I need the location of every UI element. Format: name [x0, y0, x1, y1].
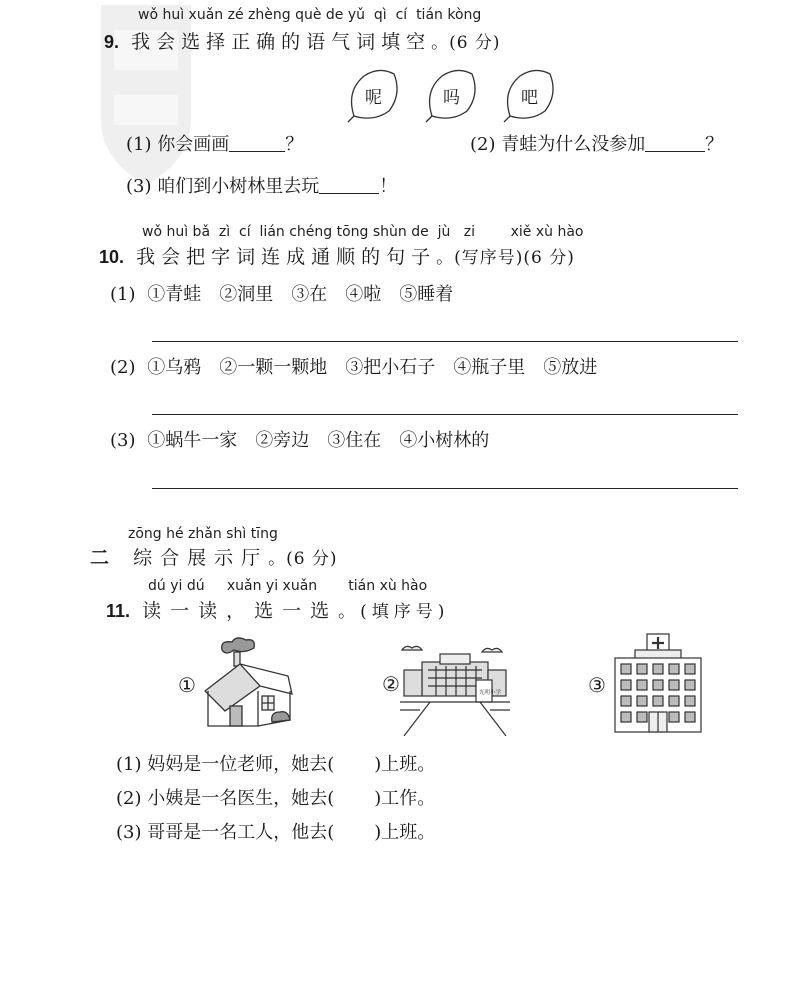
section2-mark: 二	[90, 547, 116, 569]
q11-title: 读一读，选一选	[142, 600, 339, 622]
q9-pinyin: wǒ huì xuǎn zé zhèng què de yǔ qì cí tián kòng	[138, 7, 482, 23]
q10-item-2	[110, 353, 597, 379]
house-icon	[200, 636, 300, 732]
picture-label-1: ①	[178, 673, 196, 697]
q9-title: 我会选择正确的语气词填空	[131, 31, 432, 53]
item-label: (3)	[126, 176, 152, 197]
q10-pinyin: wǒ huì bǎ zì cí lián chéng tōng shùn de jù zi xiě xù hào	[142, 224, 584, 240]
item-label: (2)	[110, 357, 136, 378]
item-text: 哥哥是一名工人，他去(	[147, 822, 335, 843]
answer-blank[interactable]	[229, 133, 285, 152]
leaf-word-1: 呢	[365, 88, 382, 108]
school-icon	[400, 640, 510, 736]
item-end: ？	[285, 134, 304, 155]
section2-score: 。(6 分)	[268, 549, 338, 569]
q10-score: 。(写序号)(6 分)	[436, 248, 575, 268]
item-end: ？	[705, 134, 724, 155]
q9-item-1	[126, 130, 303, 156]
q11-score: 。(填序号)	[338, 602, 450, 622]
q11-item-3	[116, 818, 435, 844]
item-end: )工作。	[374, 788, 436, 809]
item-label: (1)	[116, 754, 142, 775]
q10-item-1	[110, 280, 453, 306]
item-text: 你会画画	[157, 134, 230, 155]
item-label: (2)	[116, 788, 142, 809]
school-sign: 光明小学	[479, 690, 502, 696]
q9-item-2	[470, 130, 723, 156]
q10-item-3	[110, 426, 489, 452]
item-text: 青蛙为什么没参加	[501, 134, 646, 155]
q10-number: 10.	[99, 247, 125, 267]
picture-label-3: ③	[588, 673, 606, 697]
answer-blank[interactable]	[645, 133, 705, 152]
q11-item-2	[116, 784, 435, 810]
answer-blank[interactable]	[319, 175, 379, 194]
item-label: (3)	[116, 822, 142, 843]
q10-answer-line-1[interactable]	[152, 341, 738, 342]
item-label: (3)	[110, 430, 136, 451]
q11-heading	[106, 596, 449, 623]
q11-number: 11.	[106, 601, 131, 621]
q10-title: 我会把字词连成通顺的句子	[136, 246, 437, 268]
item-words: ①青蛙 ②洞里 ③在 ④啦 ⑤睡着	[147, 284, 454, 305]
q9-score: 。(6 分)	[431, 33, 501, 53]
q9-number: 9.	[104, 32, 120, 52]
q9-leaf-options	[344, 66, 574, 124]
hospital-icon	[611, 632, 705, 734]
item-text: 咱们到小树林里去玩	[157, 176, 320, 197]
item-label: (2)	[470, 134, 496, 155]
q10-answer-line-3[interactable]	[152, 488, 738, 489]
item-label: (1)	[126, 134, 152, 155]
item-words: ①蜗牛一家 ②旁边 ③住在 ④小树林的	[147, 430, 490, 451]
q11-pinyin: dú yi dú xuǎn yi xuǎn tián xù hào	[148, 578, 428, 594]
q9-heading	[104, 27, 501, 54]
item-end: ！	[379, 176, 398, 197]
leaf-word-3: 吧	[521, 88, 538, 108]
leaf-word-2: 吗	[443, 88, 460, 108]
picture-label-2: ②	[382, 672, 400, 696]
q10-heading	[99, 242, 575, 269]
item-end: )上班。	[374, 822, 436, 843]
q9-item-3	[126, 172, 397, 198]
q10-answer-line-2[interactable]	[152, 414, 738, 415]
q11-item-1	[116, 750, 435, 776]
item-end: )上班。	[374, 754, 436, 775]
item-label: (1)	[110, 284, 136, 305]
item-words: ①乌鸦 ②一颗一颗地 ③把小石子 ④瓶子里 ⑤放进	[147, 357, 598, 378]
section2-pinyin: zōng hé zhǎn shì tīng	[128, 526, 278, 542]
section2-title: 综合展示厅	[133, 547, 269, 569]
item-text: 妈妈是一位老师，她去(	[147, 754, 335, 775]
item-text: 小姨是一名医生，她去(	[147, 788, 335, 809]
section2-heading	[90, 543, 338, 570]
